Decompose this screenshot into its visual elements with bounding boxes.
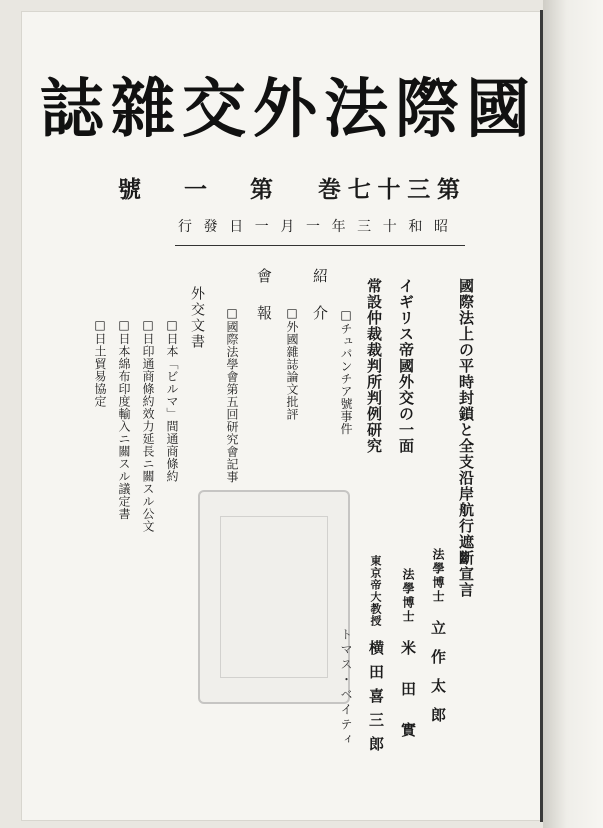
title-character: 國 [466, 72, 530, 147]
article-1-author-title: 法學博士 [431, 548, 445, 604]
document-item: □日土貿易協定 [93, 318, 107, 408]
issue-character: 號 [118, 175, 141, 203]
article-3-author-title: 東京帝大教授 [369, 555, 382, 627]
report-item: □國際法學會第五回研究會記事 [225, 306, 239, 483]
title-character: 法 [324, 72, 388, 147]
date-character: 一 [305, 219, 320, 235]
document-item: □日印通商條約效力延長ニ關スル公文 [141, 318, 155, 533]
title-character: 交 [182, 72, 246, 147]
volume-character: 第 [437, 175, 460, 203]
section-introduction: 紹介 [311, 268, 329, 342]
volume-character: 三 [407, 175, 431, 203]
date-character: 行 [178, 219, 192, 235]
document-item: □日本綿布印度輸入ニ關スル議定書 [117, 318, 131, 520]
divider-rule [175, 245, 465, 246]
library-stamp [198, 490, 350, 704]
date-character: 發 [203, 219, 218, 235]
issue-character: 第 [250, 175, 273, 203]
article-2-author-title: 法學博士 [401, 568, 415, 624]
date-character: 三 [357, 219, 372, 235]
article-1-author: 立作太郎 [429, 620, 447, 736]
article-3-sub-author: トマス・ベイティ [339, 628, 353, 748]
date-character: 一 [254, 219, 269, 235]
date-character: 昭 [433, 219, 448, 235]
journal-title [40, 62, 530, 157]
document-item: □日本「ビルマ」間通商條約 [165, 318, 179, 483]
volume-label [318, 172, 460, 202]
article-2-title: イギリス帝國外交の一面 [397, 278, 415, 454]
article-3-sub-title: □チュパンチア號事件 [339, 308, 353, 435]
article-1-title: 國際法上の平時封鎖と全支沿岸航行遮斷宣言 [457, 278, 475, 598]
intro-item: □外國雜誌論文批評 [285, 306, 299, 421]
section-report: 會報 [255, 268, 273, 342]
volume-character: 七 [347, 175, 371, 203]
issue-character: 一 [184, 175, 207, 203]
title-character: 誌 [40, 72, 104, 147]
date-character: 日 [229, 219, 244, 235]
volume-character: 巻 [318, 175, 341, 203]
date-character: 月 [280, 219, 295, 235]
title-character: 際 [395, 72, 459, 147]
article-2-author: 米田實 [399, 640, 417, 763]
volume-character: 十 [377, 175, 401, 203]
title-character: 雜 [111, 72, 175, 147]
article-3-title: 常設仲裁裁判所判例研究 [365, 278, 383, 454]
section-documents: 外交文書 [189, 286, 205, 350]
date-character: 和 [408, 219, 423, 235]
issue-label [118, 172, 273, 202]
date-character: 十 [382, 219, 397, 235]
scan-margin [543, 0, 603, 828]
article-3-author: 横田喜三郎 [367, 640, 385, 760]
title-character: 外 [253, 72, 317, 147]
issue-date [178, 216, 448, 236]
date-character: 年 [331, 219, 346, 235]
